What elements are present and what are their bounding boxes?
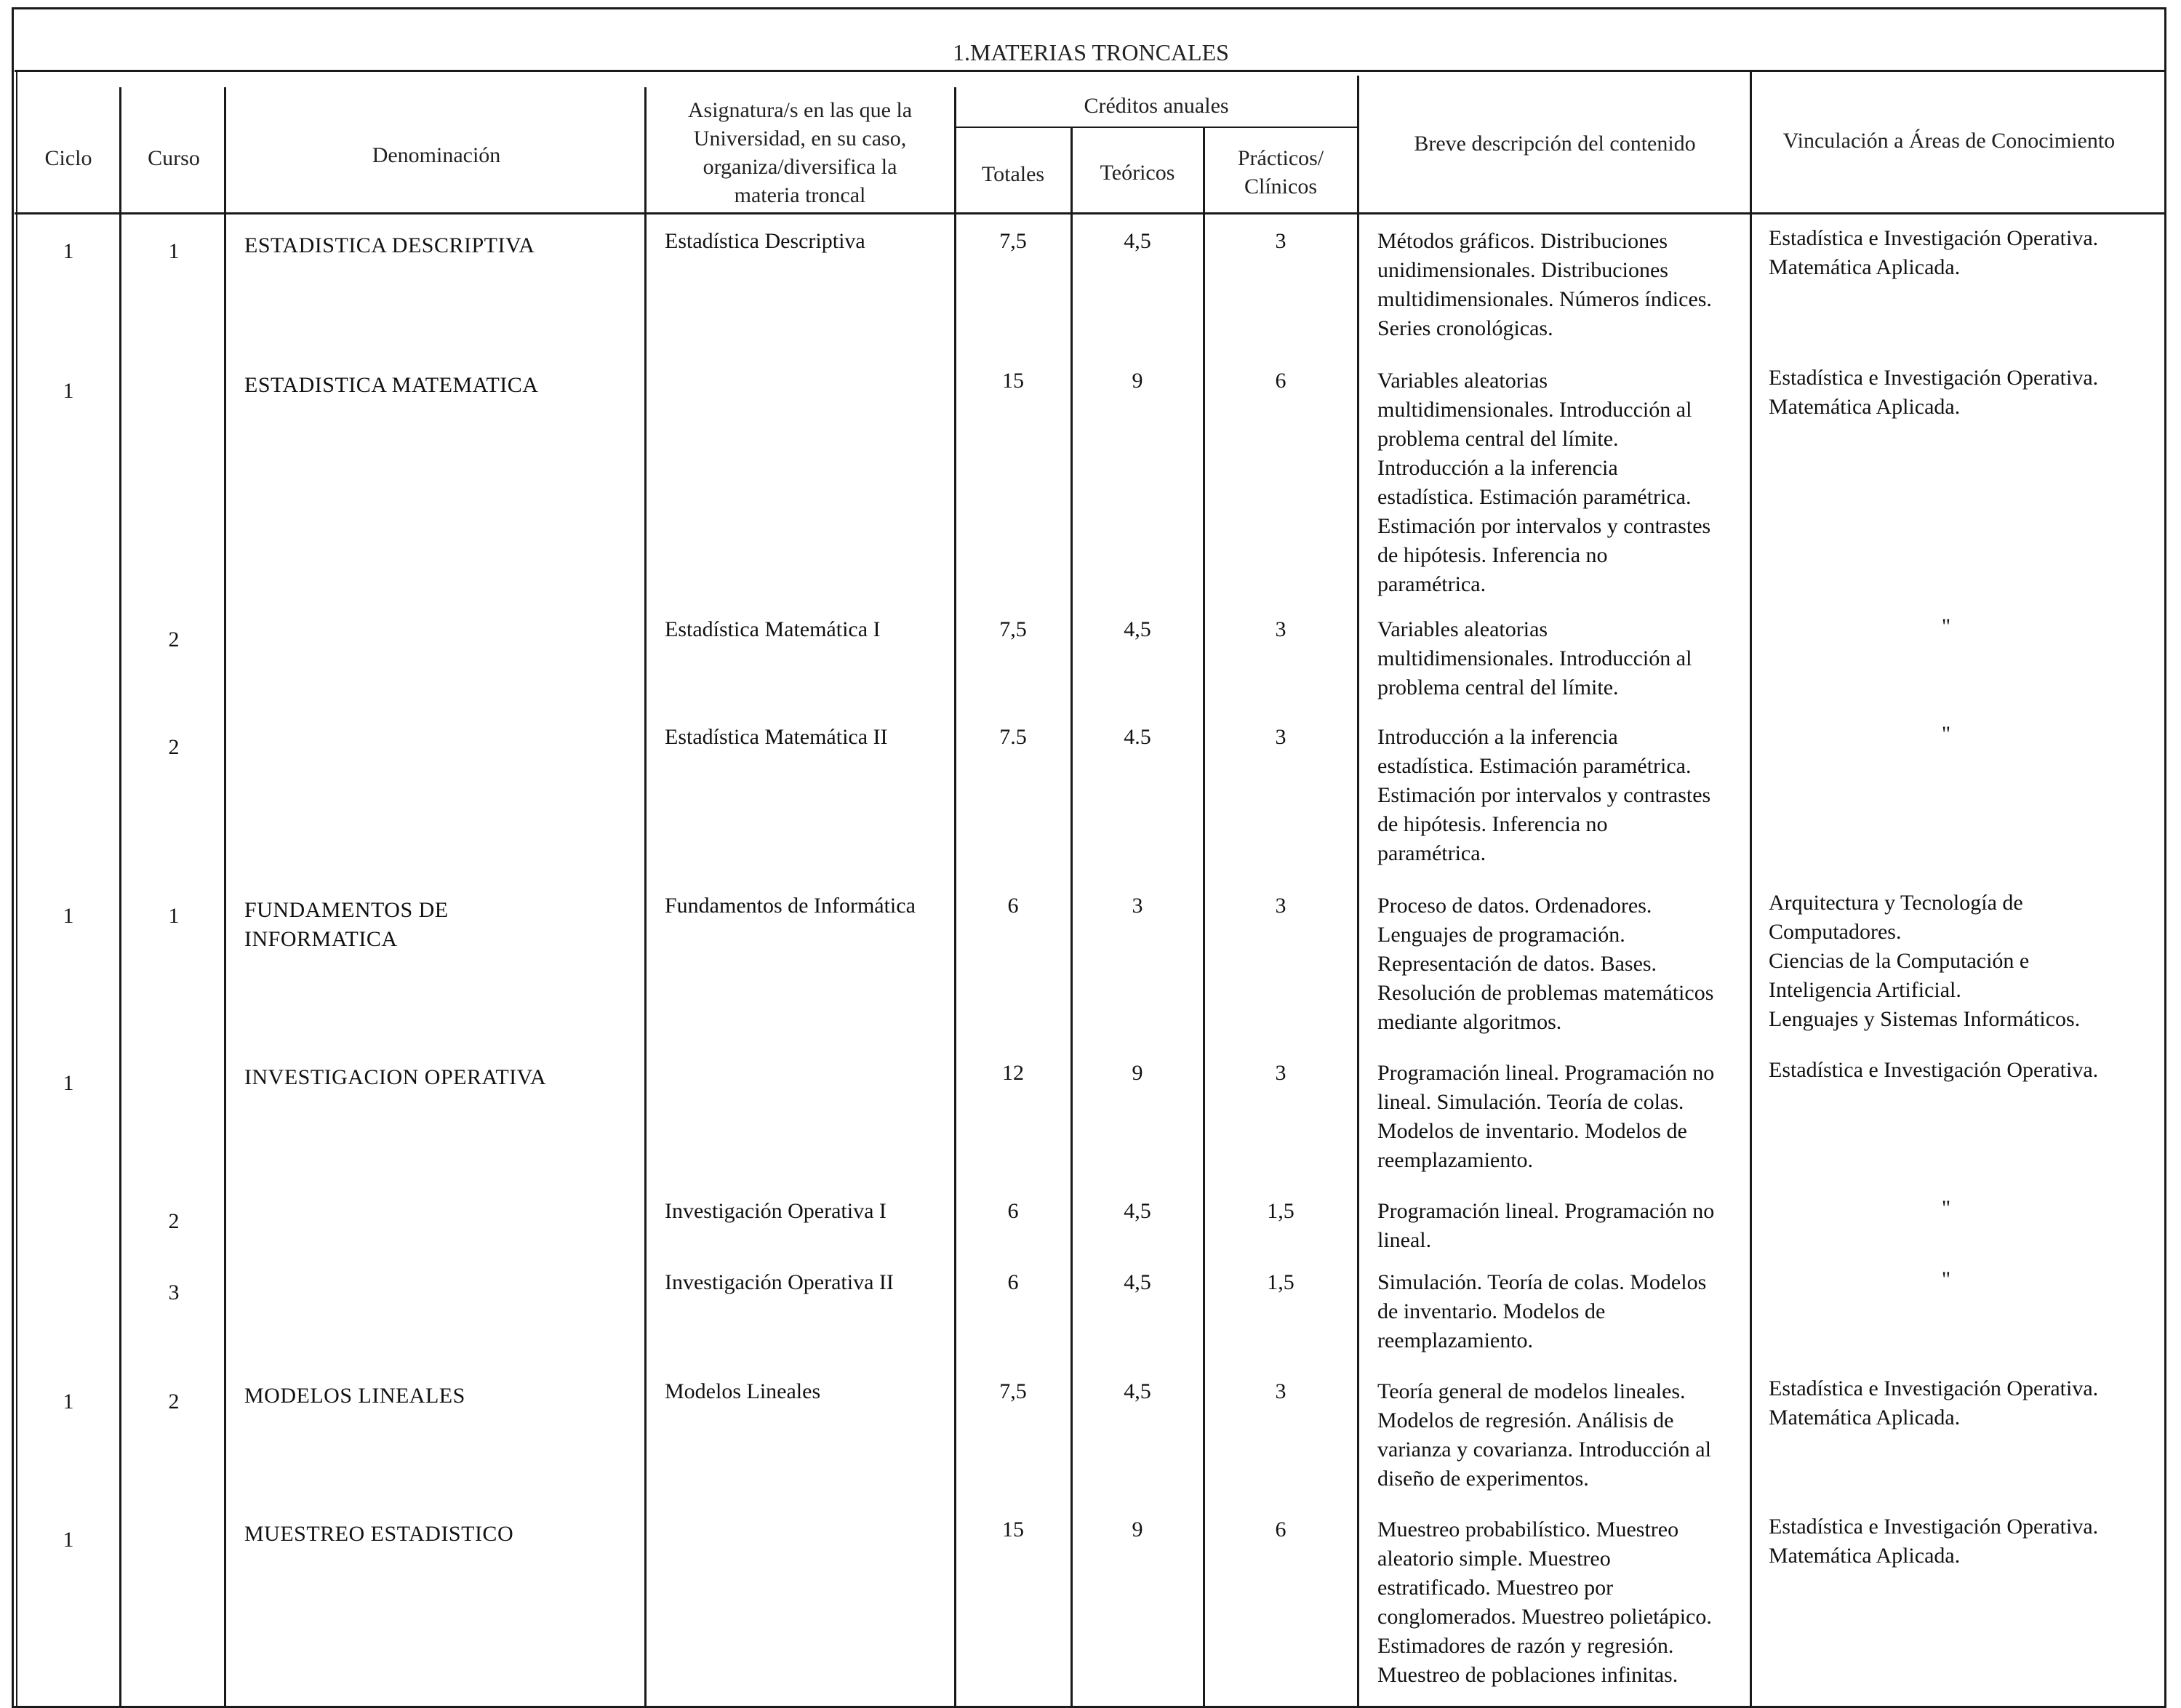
cell-curso: 2 [168, 1390, 180, 1414]
cell-curso: 2 [168, 1209, 180, 1233]
vinculacion-line: " [1941, 722, 1951, 746]
descripcion-line: Proceso de datos. Ordenadores. [1377, 894, 1652, 918]
descripcion-line: Programación lineal. Programación no [1377, 1199, 1715, 1223]
vinculacion-line: Matemática Aplicada. [1769, 1544, 1961, 1568]
descripcion-line: Representación de datos. Bases. [1377, 952, 1657, 976]
descripcion-line: varianza y covarianza. Introducción al [1377, 1438, 1711, 1462]
descripcion-line: estadística. Estimación paramétrica. [1377, 754, 1692, 778]
cell-descripcion [1377, 1377, 1741, 1494]
vinculacion-line: Estadística e Investigación Operativa. [1769, 366, 2099, 390]
cell-asignatura: Estadística Matemática II [665, 725, 888, 749]
descripcion-line: Simulación. Teoría de colas. Modelos [1377, 1270, 1707, 1294]
descripcion-line: Programación lineal. Programación no [1377, 1061, 1715, 1085]
cell-asignatura: Investigación Operativa I [665, 1199, 887, 1223]
cell-practicos: 3 [1275, 229, 1286, 253]
cell-practicos: 3 [1275, 1061, 1286, 1085]
vinculacion-line: Ciencias de la Computación e [1769, 949, 2030, 973]
cell-practicos: 3 [1275, 725, 1286, 749]
cell-teoricos: 4.5 [1124, 725, 1151, 749]
denominacion-line: FUNDAMENTOS DE [244, 898, 449, 922]
grid-line [644, 87, 647, 1708]
vinculacion-line: Estadística e Investigación Operativa. [1769, 1376, 2099, 1400]
header-asignatura-line: Universidad, en su caso, [693, 127, 907, 151]
descripcion-line: aleatorio simple. Muestreo [1377, 1547, 1611, 1571]
cell-vinculacion [1769, 224, 2147, 282]
denominacion-line: MODELOS LINEALES [244, 1384, 465, 1408]
descripcion-line: multidimensionales. Introducción al [1377, 398, 1692, 422]
descripcion-line: estadística. Estimación paramétrica. [1377, 485, 1692, 509]
cell-ciclo: 1 [63, 1071, 74, 1095]
header-practicos-line: Prácticos/ [1237, 146, 1324, 170]
cell-teoricos: 4,5 [1124, 1270, 1151, 1294]
cell-ciclo: 1 [63, 1390, 74, 1414]
cell-totales: 15 [1002, 1517, 1024, 1541]
cell-ciclo: 1 [63, 239, 74, 263]
cell-vinculacion [1769, 1056, 2147, 1085]
descripcion-line: multidimensionales. Números índices. [1377, 287, 1712, 311]
descripcion-line: problema central del límite. [1377, 427, 1619, 451]
cell-totales: 7,5 [999, 1379, 1027, 1403]
cell-vinculacion [1769, 364, 2147, 422]
cell-teoricos: 4,5 [1124, 1199, 1151, 1223]
vinculacion-line: Computadores. [1769, 920, 1902, 944]
cell-descripcion [1377, 227, 1741, 343]
descripcion-line: reemplazamiento. [1377, 1148, 1534, 1172]
vinculacion-line: Estadística e Investigación Operativa. [1769, 1058, 2099, 1082]
cell-denominacion [244, 1063, 637, 1092]
denominacion-line: MUESTREO ESTADISTICO [244, 1522, 514, 1546]
denominacion-line: ESTADISTICA MATEMATICA [244, 373, 539, 397]
vinculacion-line: " [1941, 1196, 1951, 1220]
cell-teoricos: 9 [1132, 369, 1143, 393]
cell-ciclo: 1 [63, 1528, 74, 1552]
cell-totales: 6 [1007, 1199, 1019, 1223]
cell-curso: 1 [168, 239, 180, 263]
cell-vinculacion [1750, 720, 2142, 749]
descripcion-line: Lenguajes de programación. [1377, 923, 1625, 947]
descripcion-line: Teoría general de modelos lineales. [1377, 1379, 1686, 1403]
cell-ciclo: 1 [63, 379, 74, 403]
grid-line [1357, 76, 1359, 1708]
cell-denominacion [244, 1520, 637, 1549]
denominacion-line: ESTADISTICA DESCRIPTIVA [244, 233, 535, 257]
cell-descripcion [1377, 1515, 1741, 1690]
grid-line [1750, 70, 1752, 1708]
descripcion-line: Variables aleatorias [1377, 369, 1548, 393]
vinculacion-line: Matemática Aplicada. [1769, 255, 1961, 279]
header-teoricos: Teóricos [1100, 161, 1175, 185]
grid-line [15, 212, 2164, 214]
descripcion-line: Estimación por intervalos y contrastes [1377, 783, 1711, 807]
cell-curso: 1 [168, 904, 180, 928]
denominacion-line: INVESTIGACION OPERATIVA [244, 1065, 547, 1089]
header-descripcion: Breve descripción del contenido [1414, 132, 1696, 156]
cell-vinculacion [1769, 1374, 2147, 1432]
cell-asignatura: Estadística Matemática I [665, 617, 881, 641]
descripcion-line: lineal. [1377, 1228, 1432, 1252]
descripcion-line: Estimadores de razón y regresión. [1377, 1634, 1674, 1658]
cell-teoricos: 4,5 [1124, 229, 1151, 253]
cell-totales: 6 [1007, 894, 1019, 918]
vinculacion-line: Matemática Aplicada. [1769, 1406, 1961, 1430]
descripcion-line: Introducción a la inferencia [1377, 725, 1618, 749]
descripcion-line: diseño de experimentos. [1377, 1467, 1589, 1491]
header-asignatura-line: organiza/diversifica la [703, 155, 897, 179]
cell-vinculacion [1750, 1265, 2142, 1294]
descripcion-line: unidimensionales. Distribuciones [1377, 258, 1668, 282]
vinculacion-line: Inteligencia Artificial. [1769, 978, 1961, 1002]
descripcion-line: de inventario. Modelos de [1377, 1299, 1606, 1323]
grid-line [954, 127, 1358, 128]
cell-practicos: 6 [1275, 369, 1286, 393]
descripcion-line: mediante algoritmos. [1377, 1010, 1562, 1034]
denominacion-line: INFORMATICA [244, 927, 398, 951]
cell-practicos: 3 [1275, 617, 1286, 641]
header-asignatura-line: Asignatura/s en las que la [687, 98, 913, 122]
cell-totales: 15 [1002, 369, 1024, 393]
cell-denominacion [244, 231, 637, 260]
cell-totales: 7.5 [999, 725, 1027, 749]
descripcion-line: reemplazamiento. [1377, 1328, 1534, 1352]
vinculacion-line: Arquitectura y Tecnología de [1769, 891, 2023, 915]
cell-practicos: 1,5 [1267, 1199, 1294, 1223]
header-denominacion: Denominación [372, 143, 501, 167]
cell-descripcion [1377, 1268, 1741, 1355]
header-asignatura-line: materia troncal [734, 183, 866, 207]
cell-totales: 7,5 [999, 229, 1027, 253]
cell-denominacion [244, 896, 637, 954]
header-ciclo: Ciclo [44, 146, 92, 170]
header-curso: Curso [148, 146, 200, 170]
header-asignatura [647, 96, 953, 209]
cell-curso: 2 [168, 735, 180, 759]
descripcion-line: Modelos de regresión. Análisis de [1377, 1408, 1674, 1432]
cell-asignatura: Investigación Operativa II [665, 1270, 894, 1294]
grid-line [224, 87, 226, 1708]
cell-teoricos: 4,5 [1124, 617, 1151, 641]
header-practicos [1204, 144, 1357, 201]
grid-line [119, 87, 121, 1708]
descripcion-line: Resolución de problemas matemáticos [1377, 981, 1714, 1005]
cell-vinculacion [1750, 612, 2142, 641]
vinculacion-line: Matemática Aplicada. [1769, 395, 1961, 419]
cell-teoricos: 3 [1132, 894, 1143, 918]
cell-descripcion [1377, 891, 1741, 1037]
cell-totales: 12 [1002, 1061, 1024, 1085]
cell-teoricos: 9 [1132, 1517, 1143, 1541]
descripcion-line: estratificado. Muestreo por [1377, 1576, 1614, 1600]
cell-curso: 2 [168, 628, 180, 651]
descripcion-line: multidimensionales. Introducción al [1377, 646, 1692, 670]
vinculacion-line: " [1941, 1267, 1951, 1291]
descripcion-line: de hipótesis. Inferencia no [1377, 812, 1608, 836]
cell-vinculacion [1750, 1194, 2142, 1223]
descripcion-line: Introducción a la inferencia [1377, 456, 1618, 480]
cell-totales: 7,5 [999, 617, 1027, 641]
vinculacion-line: Lenguajes y Sistemas Informáticos. [1769, 1007, 2081, 1031]
descripcion-line: Modelos de inventario. Modelos de [1377, 1119, 1687, 1143]
vinculacion-line: Estadística e Investigación Operativa. [1769, 226, 2099, 250]
cell-asignatura: Fundamentos de Informática [665, 894, 916, 918]
descripcion-line: Muestreo probabilístico. Muestreo [1377, 1517, 1679, 1541]
vinculacion-line: Estadística e Investigación Operativa. [1769, 1515, 2099, 1539]
cell-teoricos: 9 [1132, 1061, 1143, 1085]
cell-practicos: 3 [1275, 1379, 1286, 1403]
descripcion-line: Variables aleatorias [1377, 617, 1548, 641]
cell-teoricos: 4,5 [1124, 1379, 1151, 1403]
descripcion-line: Muestreo de poblaciones infinitas. [1377, 1663, 1678, 1687]
cell-asignatura: Modelos Lineales [665, 1379, 821, 1403]
cell-descripcion [1377, 366, 1741, 599]
descripcion-line: problema central del límite. [1377, 675, 1619, 699]
cell-descripcion [1377, 1197, 1741, 1255]
cell-curso: 3 [168, 1280, 180, 1304]
cell-practicos: 1,5 [1267, 1270, 1294, 1294]
header-creditos-anuales: Créditos anuales [1084, 94, 1229, 118]
grid-line [16, 70, 17, 1708]
header-totales: Totales [981, 162, 1045, 186]
cell-descripcion [1377, 723, 1741, 868]
cell-denominacion [244, 371, 637, 400]
descripcion-line: paramétrica. [1377, 841, 1486, 865]
cell-asignatura: Estadística Descriptiva [665, 229, 865, 253]
cell-ciclo: 1 [63, 904, 74, 928]
header-practicos-line: Clínicos [1244, 175, 1317, 199]
descripcion-line: de hipótesis. Inferencia no [1377, 543, 1608, 567]
header-vinculacion: Vinculación a Áreas de Conocimiento [1782, 129, 2116, 153]
descripcion-line: conglomerados. Muestreo polietápico. [1377, 1605, 1712, 1629]
descripcion-line: Métodos gráficos. Distribuciones [1377, 229, 1668, 253]
descripcion-line: Estimación por intervalos y contrastes [1377, 514, 1711, 538]
descripcion-line: lineal. Simulación. Teoría de colas. [1377, 1090, 1684, 1114]
cell-descripcion [1377, 1059, 1741, 1175]
table-title: 1.MATERIAS TRONCALES [953, 39, 1229, 65]
cell-vinculacion [1769, 889, 2147, 1034]
cell-totales: 6 [1007, 1270, 1019, 1294]
descripcion-line: Series cronológicas. [1377, 316, 1553, 340]
cell-vinculacion [1769, 1512, 2147, 1571]
cell-descripcion [1377, 615, 1741, 702]
grid-line [15, 70, 2164, 72]
cell-practicos: 3 [1275, 894, 1286, 918]
cell-practicos: 6 [1275, 1517, 1286, 1541]
cell-denominacion [244, 1382, 637, 1411]
vinculacion-line: " [1941, 614, 1951, 638]
descripcion-line: paramétrica. [1377, 572, 1486, 596]
